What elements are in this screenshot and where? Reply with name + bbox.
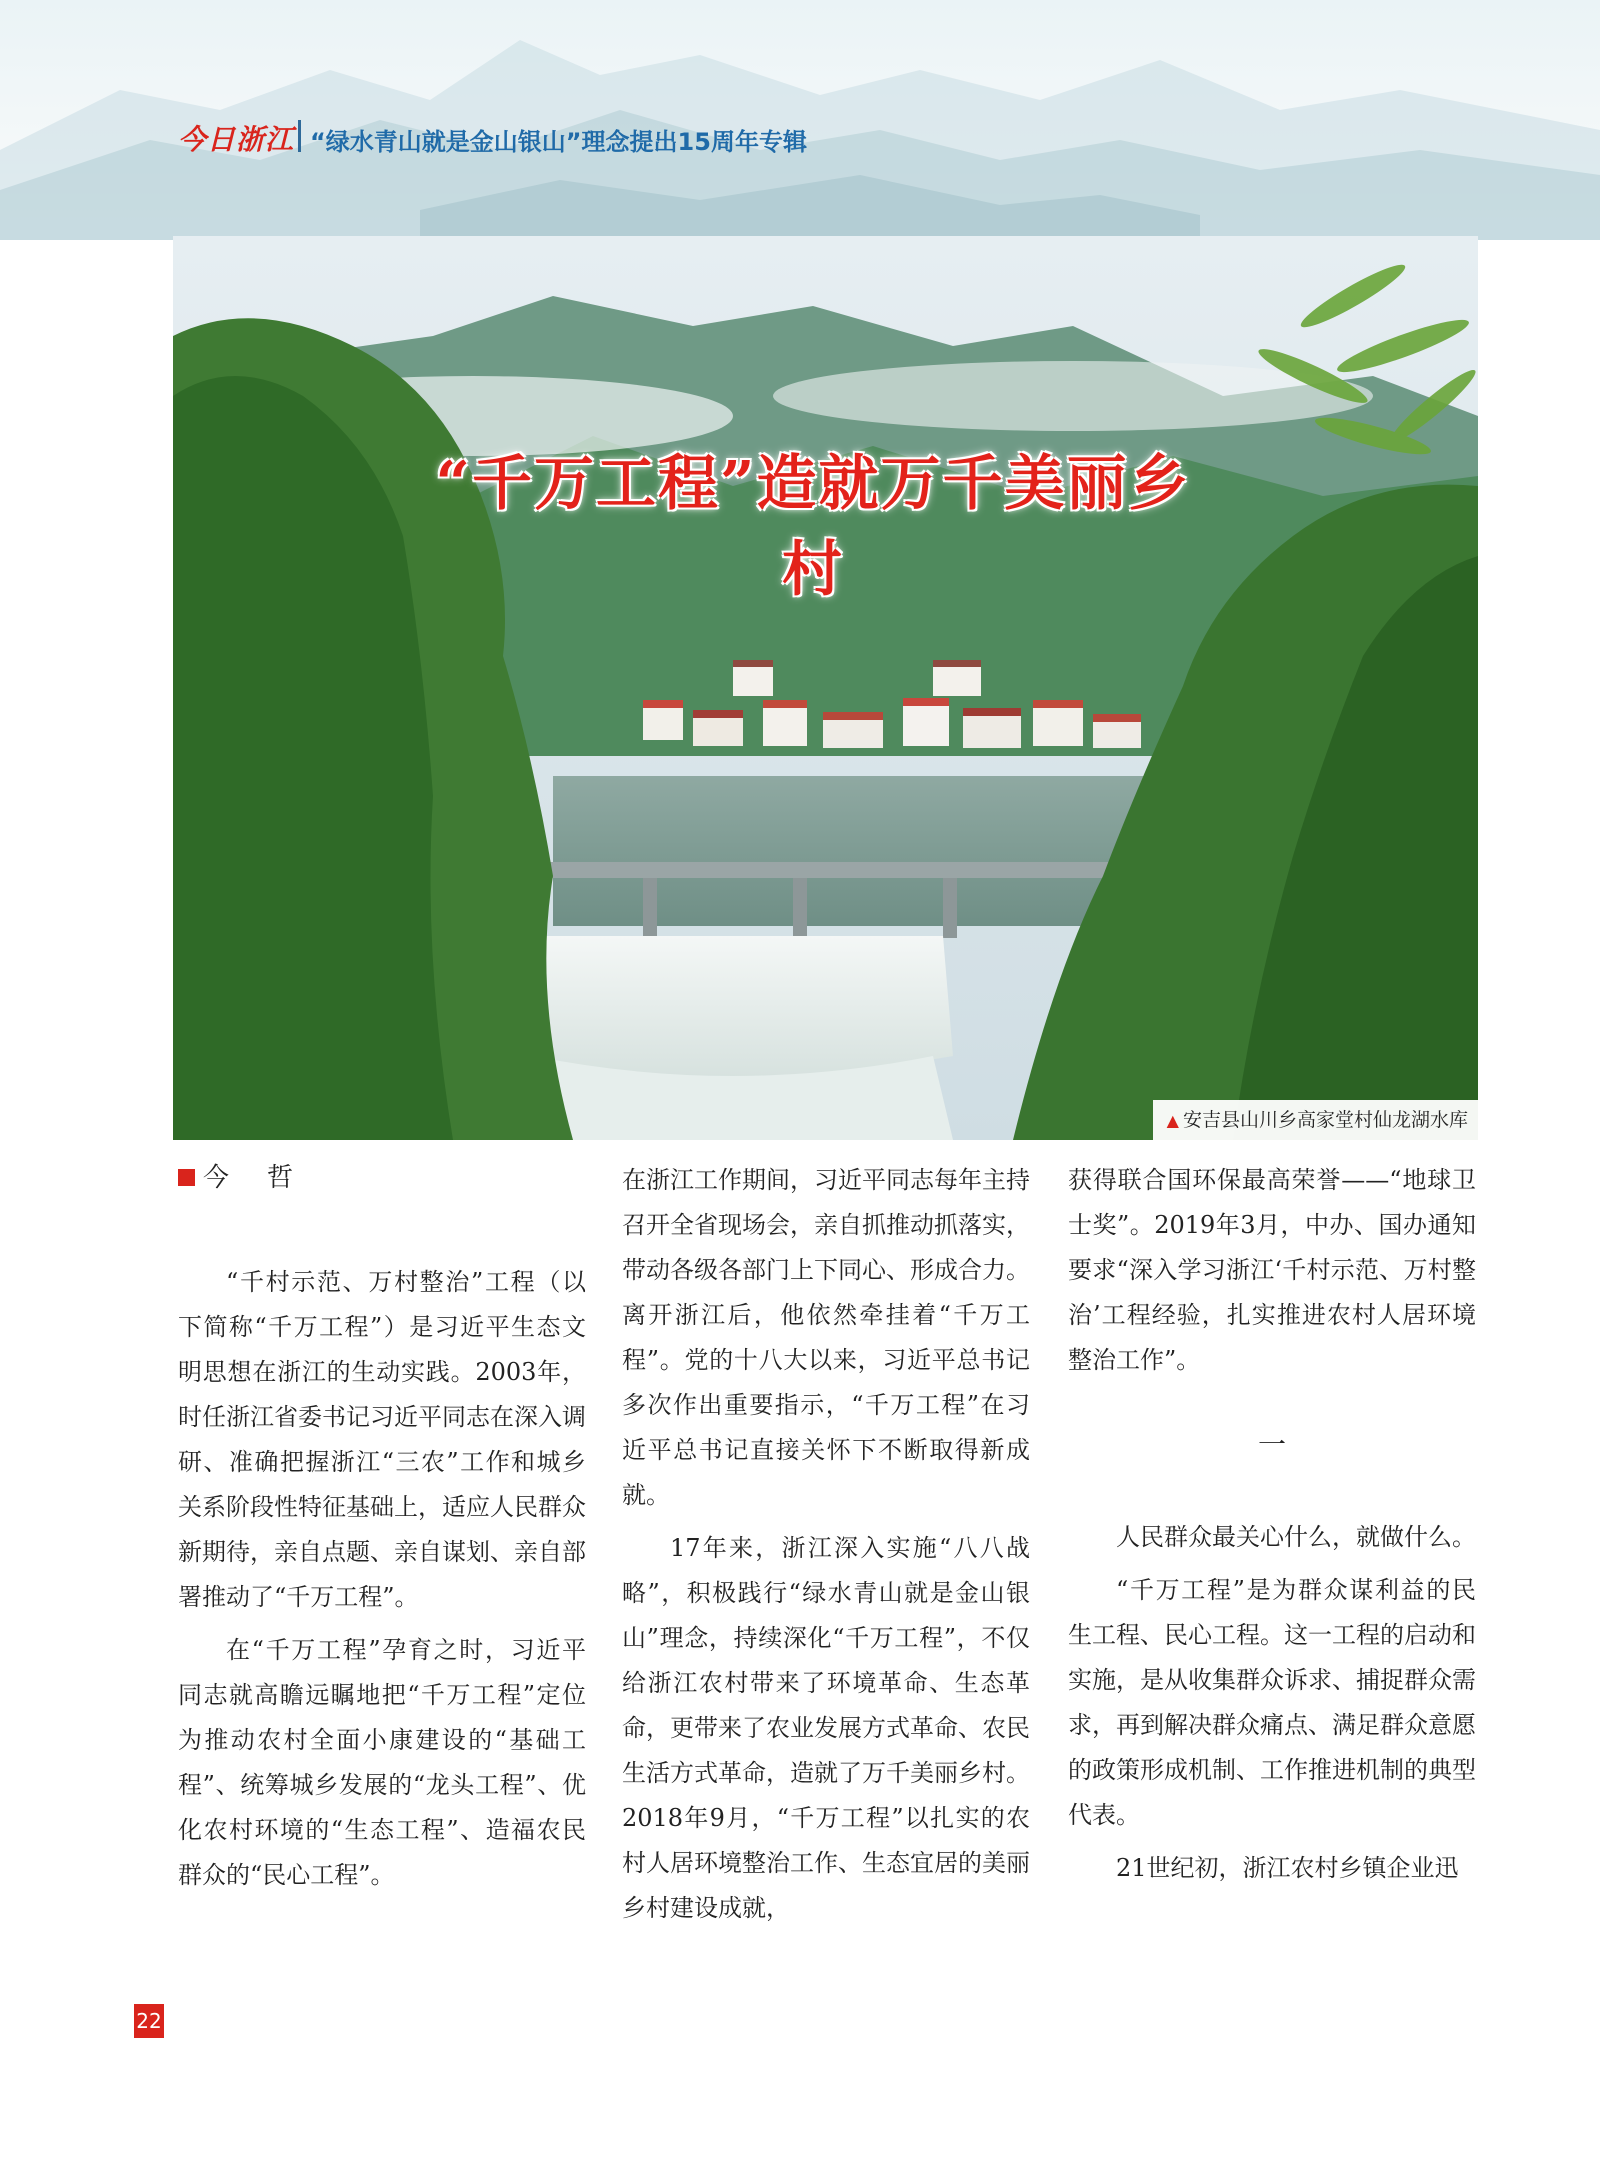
paragraph: “千万工程”是为群众谋利益的民生工程、民心工程。这一工程的启动和实施，是从收集群众诉求、捕捉群众需求，再到解决群众痛点、满足群众意愿的政策形成机制、工作推进机制的典型代表。 (1068, 1576, 1476, 1829)
article-column-3 (1068, 1158, 1476, 1891)
paragraph: “千村示范、万村整治”工程（以下简称“千万工程”）是习近平生态文明思想在浙江的生动实践。2003年，时任浙江省委书记习近平同志在深入调研、准确把握浙江“三农”工作和城乡关系阶段性特征基础上，适应人民群众新期待，亲自点题、亲自谋划、亲自部署推动了“千万工程”。 (178, 1268, 586, 1611)
author-name: 今 哲 (203, 1163, 300, 1193)
author-line (178, 1158, 586, 1198)
author-marker-icon (178, 1169, 195, 1186)
header-divider (298, 120, 301, 152)
section-number: 一 (1257, 1428, 1286, 1461)
article-column-1 (178, 1158, 586, 1898)
paragraph: 人民群众最关心什么，就做什么。 (1116, 1523, 1476, 1551)
caption-text: 安吉县山川乡高家堂村仙龙湖水库 (1182, 1109, 1468, 1131)
article-headline: “千万工程”造就万千美丽乡村 (435, 449, 1191, 605)
paragraph: 21世纪初，浙江农村乡镇企业迅 (1116, 1854, 1459, 1882)
article-column-2 (622, 1158, 1030, 1931)
magazine-brand: 今日浙江 (178, 123, 295, 156)
photo-caption (1153, 1100, 1478, 1140)
caption-triangle-icon: ▲ (1166, 1111, 1179, 1130)
hero-photo (173, 236, 1478, 1140)
special-issue-title: “绿水青山就是金山银山”理念提出15周年专辑 (310, 128, 807, 156)
paragraph: 17年来，浙江深入实施“八八战略”，积极践行“绿水青山就是金山银山”理念，持续深化“千万工程”，不仅给浙江农村带来了环境革命、生态革命，更带来了农业发展方式革命、农民生活方式革命，造就了万千美丽乡村。2018年9月，“千万工程”以扎实的农村人居环境整治工作、生态宜居的美丽乡村建设成就， (622, 1534, 1030, 1922)
paragraph-continued: 在浙江工作期间，习近平同志每年主持召开全省现场会，亲自抓推动抓落实，带动各级各部门上下同心、形成合力。离开浙江后，他依然牵挂着“千万工程”。党的十八大以来，习近平总书记多次作出重要指示，“千万工程”在习近平总书记直接关怀下不断取得新成就。 (622, 1166, 1030, 1509)
header-banner (0, 0, 1600, 240)
landscape-illustration (173, 236, 1478, 1140)
paragraph-continued: 获得联合国环保最高荣誉——“地球卫士奖”。2019年3月，中办、国办通知要求“深入学习浙江‘千村示范、万村整治’工程经验，扎实推进农村人居环境整治工作”。 (1068, 1166, 1476, 1374)
paragraph: 在“千万工程”孕育之时，习近平同志就高瞻远瞩地把“千万工程”定位为推动农村全面小康建设的“基础工程”、统筹城乡发展的“龙头工程”、优化农村环境的“生态工程”、造福农民群众的“民心工程”。 (178, 1636, 586, 1889)
page-number: 22 (134, 2004, 164, 2038)
